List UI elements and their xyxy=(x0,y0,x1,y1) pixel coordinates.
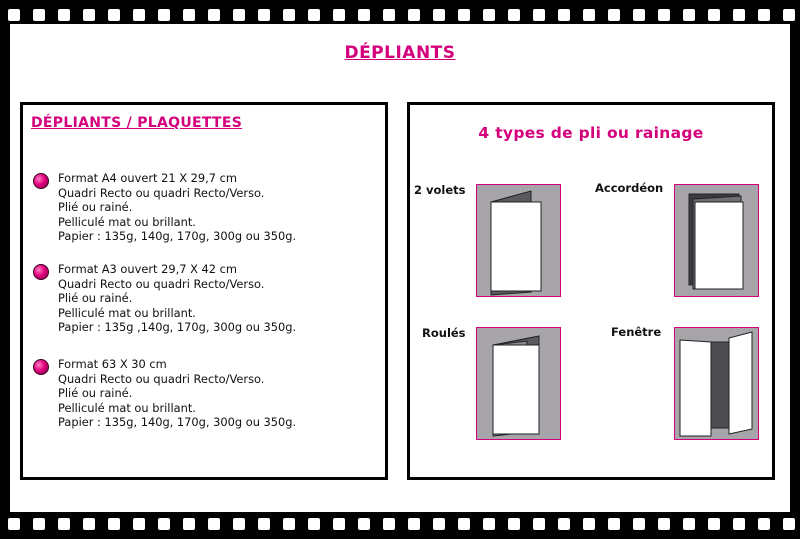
film-perforation xyxy=(83,9,95,21)
film-perforation xyxy=(708,518,720,530)
film-perforation xyxy=(508,518,520,530)
film-perforation xyxy=(508,9,520,21)
depliants-info-panel xyxy=(20,102,388,480)
bullet-icon xyxy=(33,264,49,280)
film-perforation xyxy=(33,9,45,21)
film-perforation xyxy=(358,9,370,21)
film-perforation xyxy=(208,9,220,21)
film-perforation xyxy=(8,518,20,530)
film-perforation xyxy=(533,518,545,530)
fold-label-fenetre: Fenêtre xyxy=(611,325,662,339)
film-perforation xyxy=(183,518,195,530)
film-perforation xyxy=(233,518,245,530)
film-perforation xyxy=(758,9,770,21)
item-line: Pelliculé mat ou brillant. xyxy=(58,305,196,320)
film-perforation xyxy=(458,9,470,21)
film-perforation xyxy=(658,518,670,530)
roll-fold-icon xyxy=(476,327,561,440)
film-perforation xyxy=(583,9,595,21)
film-perforation xyxy=(233,9,245,21)
film-perforation xyxy=(608,9,620,21)
film-perforation xyxy=(458,518,470,530)
item-line: Papier : 135g, 140g, 170g, 300g ou 350g. xyxy=(58,415,297,430)
film-perforation xyxy=(208,518,220,530)
filmstrip-bottom-border xyxy=(0,509,800,539)
item-line: Papier : 135g ,140g, 170g, 300g ou 350g. xyxy=(58,320,297,335)
film-perforation xyxy=(708,9,720,21)
film-perforation xyxy=(158,9,170,21)
bullet-icon xyxy=(33,173,49,189)
film-perforation xyxy=(283,9,295,21)
film-perforation xyxy=(633,518,645,530)
item-line: Quadri Recto ou quadri Recto/Verso. xyxy=(58,276,265,291)
film-perforation xyxy=(683,9,695,21)
item-line: Quadri Recto ou quadri Recto/Verso. xyxy=(58,185,265,200)
item-line: Quadri Recto ou quadri Recto/Verso. xyxy=(58,371,265,386)
film-perforation xyxy=(258,518,270,530)
page-title: DÉPLIANTS xyxy=(344,43,456,63)
film-perforation xyxy=(433,518,445,530)
film-perforation xyxy=(408,9,420,21)
film-perforation xyxy=(483,518,495,530)
accordion-fold-icon xyxy=(674,184,759,297)
film-perforation xyxy=(33,518,45,530)
film-perforation xyxy=(383,9,395,21)
film-perforation xyxy=(558,518,570,530)
panel-title: DÉPLIANTS / PLAQUETTES xyxy=(31,115,243,131)
item-line: Papier : 135g, 140g, 170g, 300g ou 350g. xyxy=(58,229,297,244)
film-perforation xyxy=(133,518,145,530)
film-perforation xyxy=(283,518,295,530)
film-perforation xyxy=(133,9,145,21)
content-frame xyxy=(10,24,790,512)
film-perforation xyxy=(108,518,120,530)
film-perforation xyxy=(783,518,795,530)
film-perforation xyxy=(533,9,545,21)
film-perforation xyxy=(783,9,795,21)
film-perforation xyxy=(308,9,320,21)
item-line: Plié ou rainé. xyxy=(58,291,133,306)
fold-types-title: 4 types de pli ou rainage xyxy=(478,124,704,142)
film-perforation xyxy=(733,9,745,21)
item-line: Plié ou rainé. xyxy=(58,200,133,215)
film-perforation xyxy=(58,9,70,21)
item-line: Plié ou rainé. xyxy=(58,386,133,401)
film-perforation xyxy=(358,518,370,530)
fold-label-accordeon: Accordéon xyxy=(595,181,664,195)
two-panel-fold-icon xyxy=(476,184,561,297)
film-perforation xyxy=(483,9,495,21)
film-perforation xyxy=(433,9,445,21)
item-line: Format 63 X 30 cm xyxy=(58,357,167,371)
film-perforation xyxy=(258,9,270,21)
fold-types-panel xyxy=(407,102,775,480)
item-line: Pelliculé mat ou brillant. xyxy=(58,214,196,229)
film-perforation xyxy=(333,518,345,530)
fold-label-2-volets: 2 volets xyxy=(414,183,466,197)
film-perforation xyxy=(733,518,745,530)
film-perforation xyxy=(158,518,170,530)
film-perforation xyxy=(683,518,695,530)
fold-label-roules: Roulés xyxy=(422,326,466,340)
film-perforation xyxy=(183,9,195,21)
window-fold-icon xyxy=(674,327,759,440)
item-line: Format A4 ouvert 21 X 29,7 cm xyxy=(58,171,238,185)
film-perforation xyxy=(108,9,120,21)
film-perforation xyxy=(633,9,645,21)
item-line: Pelliculé mat ou brillant. xyxy=(58,400,196,415)
film-perforation xyxy=(83,518,95,530)
bullet-icon xyxy=(33,359,49,375)
film-perforation xyxy=(608,518,620,530)
film-perforation xyxy=(333,9,345,21)
film-perforation xyxy=(308,518,320,530)
item-line: Format A3 ouvert 29,7 X 42 cm xyxy=(58,262,238,276)
film-perforation xyxy=(8,9,20,21)
film-perforation xyxy=(58,518,70,530)
film-perforation xyxy=(408,518,420,530)
film-perforation xyxy=(658,9,670,21)
film-perforation xyxy=(383,518,395,530)
film-perforation xyxy=(758,518,770,530)
film-perforation xyxy=(583,518,595,530)
film-perforation xyxy=(558,9,570,21)
